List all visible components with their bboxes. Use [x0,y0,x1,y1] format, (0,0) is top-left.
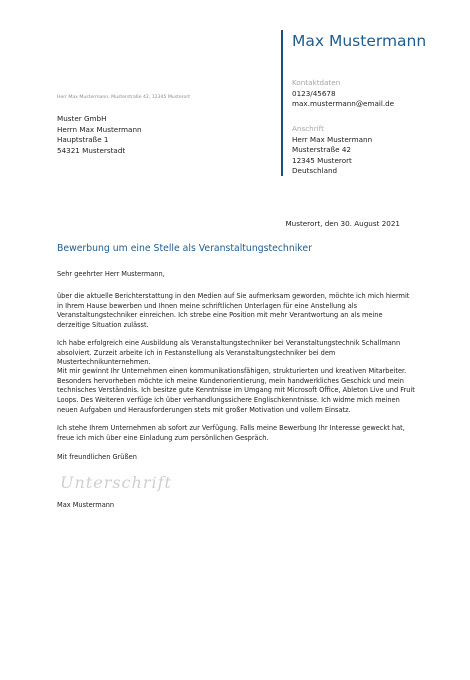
recipient-address-line: 54321 Musterstadt [57,145,126,155]
body-paragraph [57,367,417,416]
subject-line: Bewerbung um eine Stelle als Veranstaltungstechniker [57,243,312,254]
recipient-address-line: Herrn Max Mustermann [57,124,142,134]
paragraph-text: Mit mir gewinnt Ihr Unternehmen einen kommunikationsfähigen, strukturierten und kreativen Mitarbeiter. Besonders hervorheben möchte ich meine Kundenorientierung, mein handwerkliches Geschick und mein technisches Verständnis. Ich besitze gute Kenntnisse im Umgang mit Microsoft Office, Ableton Live und Fruit Loops. Des Weiteren verfüge ich über verhandlungssichere Englischkenntnisse. Ich widme mich meinen neuen Aufgaben und Herausforderungen stets mit großer Motivation und vollem Einsatz. [57,367,415,414]
recipient-address-block [57,114,142,156]
header-accent-line [281,30,283,176]
recipient-address-line: Muster GmbH [57,114,107,123]
body-paragraph [57,339,417,368]
signature: Unterschrift [60,473,172,492]
signer-name: Max Mustermann [57,501,115,509]
return-address-line: Herr Max Mustermann, Musterstraße 42, 12345 Musterort [57,95,191,100]
body-paragraph [57,292,417,331]
body-paragraph [57,424,417,443]
recipient-address-line: Hauptstraße 1 [57,135,109,144]
date-line: Musterort, den 30. August 2021 [285,219,400,228]
sender-name: Max Mustermann [292,32,427,50]
contact-email: max.mustermann@email.de [292,99,395,108]
sender-address-line: Musterstraße 42 [292,145,351,154]
paragraph-text: über die aktuelle Berichterstattung in den Medien auf Sie aufmerksam geworden, möchte ich mich hiermit in Ihrem Hause bewerben und Ihnen meine schriftlichen Unterlagen für eine Anstellung als Veranstaltungstechniker einreichen. Ich strebe eine Position mit mehr Verantwortung an als meine derzeitige Situation zulässt. [57,292,410,330]
closing [57,453,417,463]
contact-block [292,78,394,110]
sender-address-line: Deutschland [292,166,338,175]
salutation-text: Sehr geehrter Herr Mustermann, [57,270,165,278]
sender-address-heading: Anschrift [292,124,324,133]
salutation [57,270,417,280]
sender-address-line: Herr Max Mustermann [292,134,373,144]
sender-address-line: 12345 Musterort [292,155,352,165]
contact-heading: Kontaktdaten [292,78,341,87]
contact-phone: 0123/45678 [292,88,336,98]
paragraph-text: Ich stehe Ihrem Unternehmen ab sofort zur Verfügung. Falls meine Bewerbung Ihr Interesse geweckt hat, freue ich mich über eine Einladung zum persönlichen Gespräch. [57,424,405,442]
sender-address-block [292,124,372,177]
paragraph-text: Ich habe erfolgreich eine Ausbildung als Veranstaltungstechniker bei Veranstaltungstechnik Schallmann absolviert. Zurzeit arbeite ich in Festanstellung als Veranstaltungstechniker bei dem Mustertechnikunternehmen. [57,339,401,367]
closing-text: Mit freundlichen Grüßen [57,453,137,461]
